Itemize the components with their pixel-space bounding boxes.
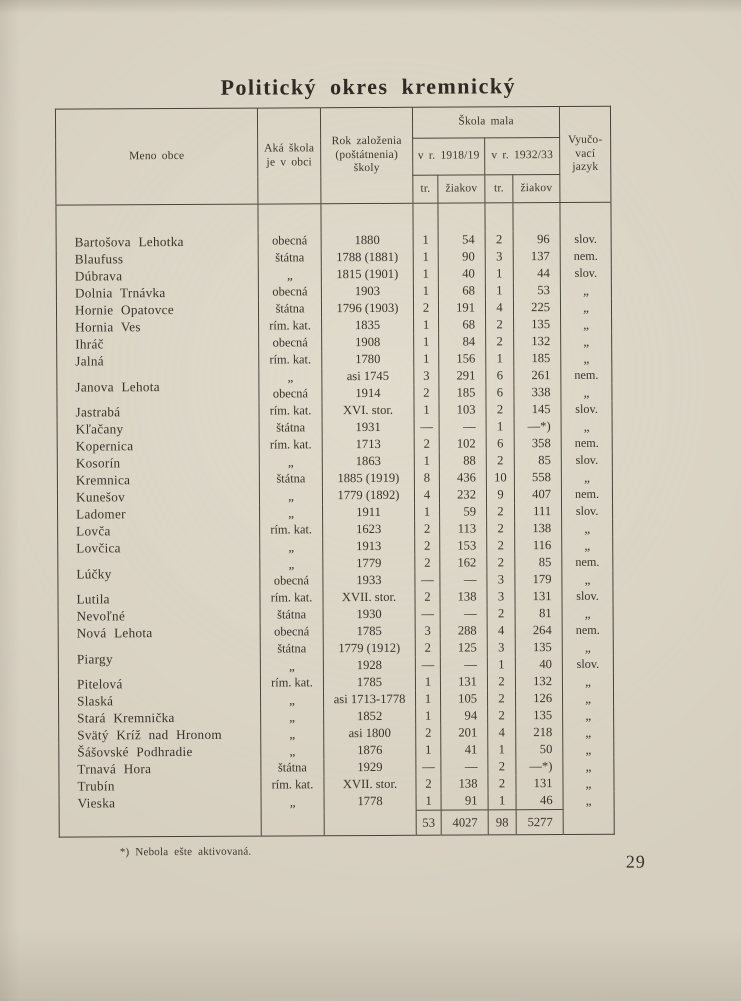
cell-tr1: 1 [413, 232, 438, 249]
village-name: Kopernica [75, 438, 134, 454]
cell-lang: „ [563, 741, 614, 758]
cell-tr2: 6 [486, 367, 514, 384]
header-ziakov-1932: žiakov [513, 175, 560, 203]
cell-year: 1779 (1912) [323, 640, 415, 657]
cell-z1: 41 [441, 741, 488, 758]
cell-year: 1928 [323, 657, 415, 674]
cell-z2: 96 [513, 231, 560, 248]
cell-tr2: 2 [486, 333, 514, 350]
cell-tr1: 1 [416, 691, 441, 708]
cell-year: 1796 (1903) [321, 300, 413, 317]
cell-lang: „ [562, 673, 613, 690]
cell-z2: 407 [514, 486, 561, 503]
cell-school: obecná [258, 283, 321, 300]
cell-tr2: 4 [485, 299, 513, 316]
cell-tr1: — [415, 657, 440, 674]
cell-z1: 288 [440, 622, 487, 639]
cell-tr2: 6 [486, 435, 514, 452]
cell-z1: 185 [439, 384, 486, 401]
cell-lang: nem. [561, 435, 612, 452]
header-year-founded: Rok založenia (poštátnenia) školy [320, 107, 413, 203]
cell-lang: slov. [562, 503, 613, 520]
spacer-row [56, 202, 611, 233]
cell-tr1: 2 [416, 725, 441, 742]
village-name: Ihráč [75, 336, 104, 352]
header-school-had: Škola mala [412, 107, 559, 139]
cell-z2: 179 [515, 571, 562, 588]
cell-year: XVII. stor. [324, 776, 416, 793]
cell-lang: slov. [560, 265, 611, 282]
cell-z2: 85 [515, 554, 562, 571]
cell-year: 1779 [323, 555, 415, 572]
cell-lang: slov. [560, 231, 611, 248]
cell-z2: 116 [515, 537, 562, 554]
header-language: Vyučo- vací jazyk [559, 106, 611, 202]
cell-z2: 40 [515, 656, 562, 673]
cell-tr1: 1 [416, 793, 441, 811]
cell-lang: slov. [562, 588, 613, 605]
village-name: Kunešov [75, 489, 126, 505]
village-name: Slaská [77, 693, 114, 709]
cell-year: 1908 [322, 334, 414, 351]
cell-tr1: 1 [415, 504, 440, 521]
cell-year: 1914 [322, 385, 414, 402]
cell-year: 1880 [321, 232, 413, 249]
cell-tr1: 2 [416, 776, 441, 793]
cell-year: 1835 [322, 317, 414, 334]
village-name: Trubín [77, 778, 115, 794]
totals-row [59, 809, 614, 837]
cell-school: obecná [260, 623, 323, 640]
cell-z2: —*) [516, 758, 563, 775]
table-body [56, 202, 614, 837]
cell-z1: 191 [438, 299, 485, 316]
cell-tr2: 2 [486, 401, 514, 418]
cell-lang: nem. [560, 248, 611, 265]
cell-tr1: 2 [415, 589, 440, 606]
village-name: Šášovské Podhradie [77, 743, 193, 760]
cell-z1: 232 [439, 486, 486, 503]
cell-tr1: 1 [413, 283, 438, 300]
cell-lang: „ [562, 605, 613, 622]
cell-lang: „ [561, 316, 612, 333]
cell-tr1: 1 [414, 351, 439, 368]
cell-school: štátna [260, 606, 323, 623]
cell-tr2: 9 [486, 486, 514, 503]
cell-tr1: 3 [415, 623, 440, 640]
total-tr-1932: 98 [488, 810, 516, 835]
cell-z2: 132 [515, 673, 562, 690]
cell-tr2: 4 [487, 622, 515, 639]
cell-z2: 50 [516, 741, 563, 758]
cell-tr1: — [416, 759, 441, 776]
cell-lang: slov. [561, 401, 612, 418]
village-name: Jastrabá [75, 404, 121, 420]
cell-school: „ [261, 725, 324, 742]
cell-z1: 88 [439, 452, 486, 469]
cell-z2: 81 [515, 605, 562, 622]
village-name: Kľačany [75, 421, 124, 437]
cell-school: „ [261, 691, 324, 708]
cell-tr2: 3 [487, 639, 515, 656]
cell-year: 1876 [324, 742, 416, 759]
village-name: Ladomer [76, 506, 126, 522]
cell-school: rím. kat. [259, 402, 322, 419]
cell-tr2: 2 [486, 452, 514, 469]
village-name: Vieska [77, 795, 116, 811]
cell-school: „ [259, 368, 322, 385]
cell-z2: 218 [516, 724, 563, 741]
cell-z1: 138 [440, 588, 487, 605]
cell-tr2: 1 [485, 265, 513, 282]
village-name: Lúčky [76, 565, 112, 582]
cell-school: štátna [258, 249, 321, 266]
village-name: Trnavá Hora [77, 761, 152, 777]
header-year-1932: v r. 1932/33 [485, 138, 560, 175]
cell-tr2: 2 [487, 503, 515, 520]
cell-z2: 132 [514, 333, 561, 350]
cell-z2: 145 [514, 401, 561, 418]
village-name: Lovčica [76, 540, 121, 556]
cell-tr1: 1 [413, 266, 438, 283]
cell-school: štátna [260, 640, 323, 657]
cell-tr2: 2 [486, 316, 514, 333]
cell-school: „ [261, 708, 324, 725]
village-name: Nová Lehota [76, 625, 153, 641]
cell-tr2: 2 [488, 775, 516, 792]
cell-year: 1815 (1901) [321, 266, 413, 283]
village-name: Pitelová [76, 676, 123, 692]
cell-year: 1933 [323, 572, 415, 589]
cell-tr2: 3 [487, 588, 515, 605]
cell-school: obecná [259, 385, 322, 402]
cell-lang: „ [562, 520, 613, 537]
village-name: Hornia Ves [75, 319, 141, 335]
cell-year: 1930 [323, 606, 415, 623]
village-name: Piargy [76, 650, 113, 667]
cell-year: 1780 [322, 351, 414, 368]
cell-year: 1885 (1919) [322, 470, 414, 487]
village-name: Nevoľné [76, 608, 126, 624]
cell-z1: — [440, 571, 487, 588]
cell-tr1: 1 [416, 742, 441, 759]
cell-z2: 46 [516, 792, 563, 810]
cell-lang: „ [563, 707, 614, 724]
cell-z1: 436 [439, 469, 486, 486]
cell-z1: 131 [440, 673, 487, 690]
cell-tr1: — [415, 606, 440, 623]
cell-lang: „ [561, 384, 612, 401]
cell-tr2: 3 [487, 571, 515, 588]
cell-z2: —*) [514, 418, 561, 435]
cell-lang: „ [562, 537, 613, 554]
cell-z2: 137 [513, 248, 560, 265]
cell-tr2: 6 [486, 384, 514, 401]
cell-tr1: 1 [414, 334, 439, 351]
cell-z2: 138 [515, 520, 562, 537]
cell-z1: 125 [440, 639, 487, 656]
cell-z1: 105 [441, 690, 488, 707]
cell-year: 1852 [324, 708, 416, 725]
cell-z1: 138 [441, 775, 488, 792]
cell-year: 1931 [322, 419, 414, 436]
cell-tr2: 1 [486, 418, 514, 435]
cell-tr1: 2 [413, 300, 438, 317]
cell-school: obecná [260, 572, 323, 589]
cell-school: rím. kat. [260, 521, 323, 538]
cell-tr2: 1 [486, 350, 514, 367]
cell-z1: 102 [439, 435, 486, 452]
cell-year: 1785 [323, 674, 415, 691]
cell-lang: slov. [561, 452, 612, 469]
cell-tr2: 2 [488, 707, 516, 724]
total-ziakov-1918: 4027 [441, 810, 488, 835]
cell-school: „ [260, 555, 323, 572]
cell-lang: „ [560, 299, 611, 316]
cell-tr1: — [415, 572, 440, 589]
cell-school: rím. kat. [260, 589, 323, 606]
cell-z2: 131 [515, 588, 562, 605]
cell-tr1: 2 [415, 640, 440, 657]
cell-school: štátna [258, 300, 321, 317]
cell-tr1: 8 [414, 470, 439, 487]
cell-lang: „ [562, 639, 613, 656]
cell-school: „ [261, 742, 324, 759]
cell-lang: „ [563, 775, 614, 792]
cell-tr1: 2 [414, 436, 439, 453]
header-school-type: Aká škola je v obci [257, 108, 321, 204]
cell-tr1: — [414, 419, 439, 436]
cell-tr2: 2 [488, 690, 516, 707]
table-header [55, 106, 611, 205]
cell-z1: 68 [438, 282, 485, 299]
village-name: Hornie Opatovce [74, 302, 174, 318]
cell-year: 1785 [323, 623, 415, 640]
cell-z2: 225 [513, 299, 560, 316]
cell-z1: 156 [439, 350, 486, 367]
cell-lang: nem. [561, 367, 612, 384]
cell-tr1: 2 [415, 521, 440, 538]
cell-year: 1779 (1892) [322, 487, 414, 504]
cell-tr2: 10 [486, 469, 514, 486]
village-name: Blaufuss [74, 251, 124, 267]
cell-school: „ [259, 453, 322, 470]
cell-z1: 201 [441, 724, 488, 741]
cell-tr1: 1 [415, 674, 440, 691]
cell-z2: 185 [514, 350, 561, 367]
page-title: Politický okres kremnický [220, 73, 517, 100]
cell-lang: nem. [562, 622, 613, 639]
header-name: Meno obce [55, 108, 257, 205]
cell-lang: „ [563, 792, 614, 810]
cell-z1: 54 [438, 231, 485, 248]
cell-tr2: 1 [487, 656, 515, 673]
cell-lang: „ [560, 282, 611, 299]
table-row [57, 418, 612, 438]
cell-tr1: 1 [416, 708, 441, 725]
cell-z1: 40 [438, 265, 485, 282]
cell-z2: 85 [514, 452, 561, 469]
cell-z2: 126 [516, 690, 563, 707]
village-name: Kremnica [75, 472, 131, 488]
cell-tr2: 2 [487, 673, 515, 690]
village-name: Bartošova Lehotka [74, 233, 184, 250]
cell-year: 1911 [323, 504, 415, 521]
cell-tr2: 1 [485, 282, 513, 299]
cell-z2: 44 [513, 265, 560, 282]
cell-school: „ [260, 538, 323, 555]
cell-z2: 338 [514, 384, 561, 401]
cell-school: rím. kat. [259, 317, 322, 334]
cell-school: „ [260, 657, 323, 674]
cell-tr2: 1 [488, 792, 516, 810]
village-name: Kosorín [75, 455, 121, 471]
cell-z2: 111 [515, 503, 562, 520]
cell-lang: „ [563, 690, 614, 707]
cell-school: obecná [259, 334, 322, 351]
cell-tr1: 3 [414, 368, 439, 385]
cell-z2: 558 [514, 469, 561, 486]
cell-z2: 261 [514, 367, 561, 384]
village-name: Dúbrava [74, 268, 123, 284]
cell-school: „ [258, 266, 321, 283]
cell-lang: „ [561, 418, 612, 435]
cell-z1: 91 [441, 792, 488, 810]
cell-tr1: 1 [414, 402, 439, 419]
cell-lang: nem. [561, 486, 612, 503]
cell-lang: „ [561, 469, 612, 486]
cell-tr2: 2 [487, 537, 515, 554]
cell-year: asi 1800 [324, 725, 416, 742]
cell-z1: 113 [440, 520, 487, 537]
cell-school: „ [260, 504, 323, 521]
cell-z2: 264 [515, 622, 562, 639]
cell-school: „ [259, 487, 322, 504]
cell-tr2: 4 [488, 724, 516, 741]
school-table-wrap [55, 106, 614, 859]
cell-z1: 291 [439, 367, 486, 384]
cell-tr2: 2 [487, 605, 515, 622]
village-name: Lutila [76, 591, 110, 607]
cell-year: 1778 [324, 793, 416, 811]
cell-lang: nem. [562, 554, 613, 571]
village-name: Svätý Kríž nad Hronom [77, 726, 222, 743]
cell-z2: 135 [516, 707, 563, 724]
cell-year: 1903 [321, 283, 413, 300]
cell-z1: 90 [438, 248, 485, 265]
cell-tr2: 2 [485, 231, 513, 248]
cell-tr1: 1 [414, 317, 439, 334]
cell-z1: — [441, 758, 488, 775]
village-name: Jalná [75, 353, 104, 369]
cell-tr1: 2 [415, 555, 440, 572]
cell-year: 1623 [323, 521, 415, 538]
cell-tr2: 2 [487, 520, 515, 537]
cell-school: štátna [259, 470, 322, 487]
cell-z1: — [439, 418, 486, 435]
cell-z1: — [440, 605, 487, 622]
cell-z1: 84 [439, 333, 486, 350]
header-tr-1932: tr. [485, 175, 513, 203]
cell-z2: 135 [514, 316, 561, 333]
cell-school: obecná [258, 232, 321, 249]
cell-lang: „ [563, 724, 614, 741]
cell-z1: 94 [441, 707, 488, 724]
footnote: *) Nebola ešte aktivovaná. [119, 845, 252, 859]
cell-school: „ [261, 793, 324, 811]
cell-lang: „ [562, 571, 613, 588]
cell-year: 1929 [324, 759, 416, 776]
total-tr-1918: 53 [416, 810, 441, 835]
cell-year: 1913 [323, 538, 415, 555]
cell-z2: 131 [516, 775, 563, 792]
cell-school: štátna [261, 759, 324, 776]
cell-tr2: 2 [487, 554, 515, 571]
cell-year: asi 1713-1778 [324, 691, 416, 708]
cell-year: XVI. stor. [322, 402, 414, 419]
cell-tr1: 1 [413, 249, 438, 266]
village-name: Lovča [76, 523, 111, 539]
cell-z1: 153 [440, 537, 487, 554]
cell-lang: „ [561, 333, 612, 350]
cell-z1: 103 [439, 401, 486, 418]
cell-z1: 162 [440, 554, 487, 571]
cell-z1: 59 [440, 503, 487, 520]
cell-school: rím. kat. [260, 674, 323, 691]
cell-z2: 53 [513, 282, 560, 299]
page-number: 29 [625, 851, 646, 872]
school-table [55, 106, 615, 838]
cell-school: rím. kat. [261, 776, 324, 793]
cell-z2: 358 [514, 435, 561, 452]
cell-lang: „ [561, 350, 612, 367]
cell-tr1: 2 [415, 538, 440, 555]
cell-tr1: 2 [414, 385, 439, 402]
village-name: Stará Kremnička [77, 710, 175, 726]
header-tr-1918: tr. [413, 175, 438, 203]
cell-tr1: 1 [414, 453, 439, 470]
cell-tr2: 1 [488, 741, 516, 758]
cell-school: štátna [259, 419, 322, 436]
cell-year: 1713 [322, 436, 414, 453]
village-name: Janova Lehota [75, 378, 160, 395]
cell-school: rím. kat. [259, 351, 322, 368]
cell-year: 1863 [322, 453, 414, 470]
cell-lang: slov. [562, 656, 613, 673]
cell-lang: „ [563, 758, 614, 775]
village-name: Dolnia Trnávka [74, 285, 166, 301]
cell-year: asi 1745 [322, 368, 414, 385]
cell-tr2: 2 [488, 758, 516, 775]
cell-school: rím. kat. [259, 436, 322, 453]
cell-year: XVII. stor. [323, 589, 415, 606]
cell-year: 1788 (1881) [321, 249, 413, 266]
total-ziakov-1932: 5277 [516, 809, 563, 834]
cell-tr1: 4 [414, 487, 439, 504]
cell-z1: 68 [439, 316, 486, 333]
cell-z1: — [440, 656, 487, 673]
cell-z2: 135 [515, 639, 562, 656]
header-ziakov-1918: žiakov [438, 175, 485, 203]
header-year-1918: v r. 1918/19 [413, 138, 485, 175]
cell-tr2: 3 [485, 248, 513, 265]
table-row [59, 758, 614, 778]
